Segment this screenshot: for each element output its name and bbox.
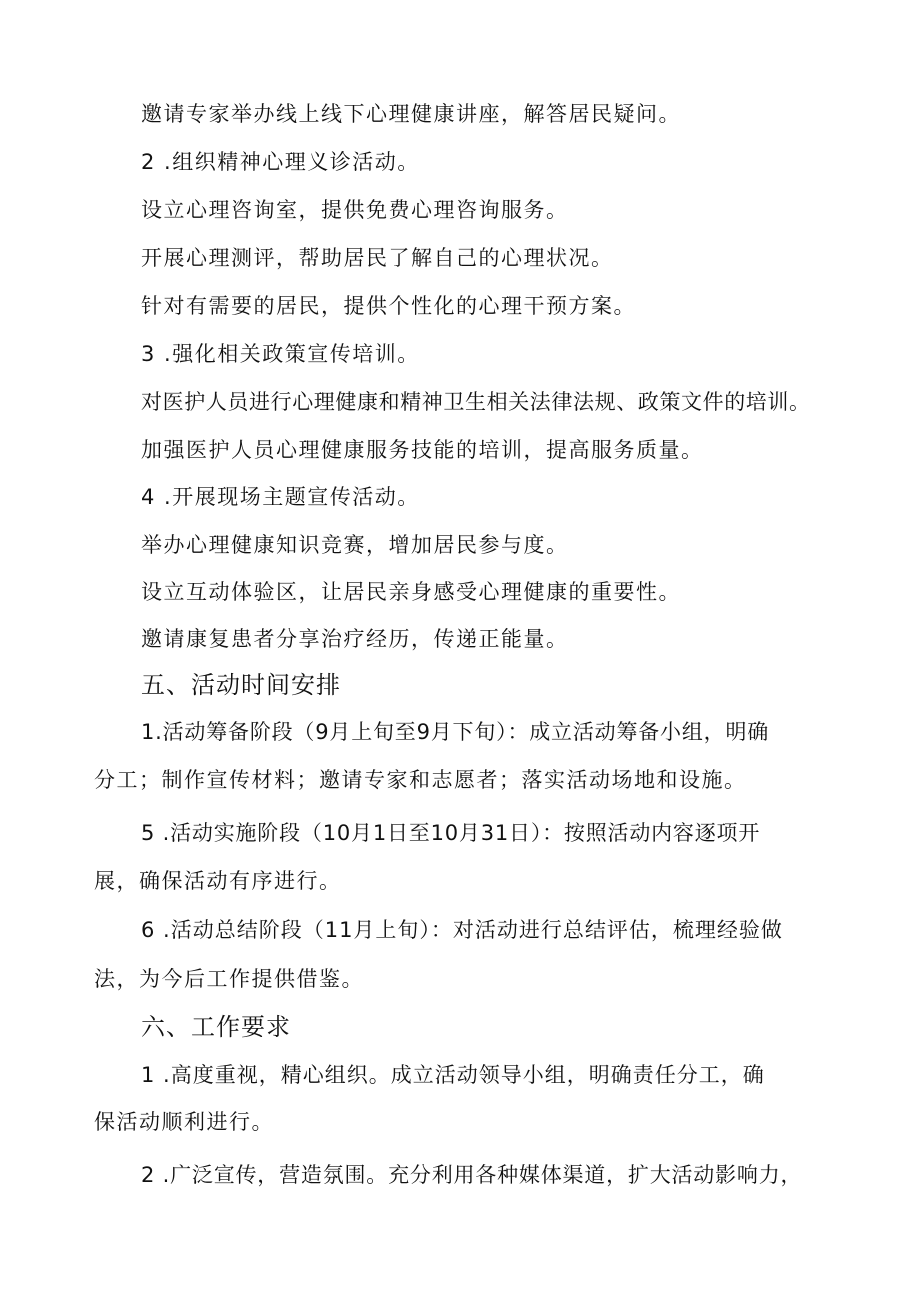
schedule-item-line: 法，为今后工作提供借鉴。 bbox=[94, 967, 364, 991]
schedule-item-line: 1.活动筹备阶段（9月上旬至9月下旬）：成立活动筹备小组，明确 bbox=[141, 720, 770, 744]
paragraph-line: 邀请康复患者分享治疗经历，传递正能量。 bbox=[141, 627, 569, 651]
requirement-item-line: 2 .广泛宣传，营造氛围。充分利用各种媒体渠道，扩大活动影响力， bbox=[141, 1163, 803, 1187]
schedule-item-line: 展，确保活动有序进行。 bbox=[94, 869, 342, 893]
paragraph-line: 邀请专家举办线上线下心理健康讲座，解答居民疑问。 bbox=[141, 102, 681, 126]
requirement-item-line: 保活动顺利进行。 bbox=[94, 1110, 274, 1134]
list-item-title: 4 .开展现场主题宣传活动。 bbox=[141, 485, 420, 509]
paragraph-line: 开展心理测评，帮助居民了解自己的心理状况。 bbox=[141, 246, 614, 270]
paragraph-line: 举办心理健康知识竞赛，增加居民参与度。 bbox=[141, 533, 569, 557]
list-item-title: 3 .强化相关政策宣传培训。 bbox=[141, 342, 420, 366]
paragraph-line: 设立互动体验区，让居民亲身感受心理健康的重要性。 bbox=[141, 580, 681, 604]
section-heading: 六、工作要求 bbox=[141, 1013, 291, 1041]
paragraph-line: 加强医护人员心理健康服务技能的培训，提高服务质量。 bbox=[141, 438, 704, 462]
requirement-item-line: 1 .高度重视，精心组织。成立活动领导小组，明确责任分工，确 bbox=[141, 1063, 765, 1087]
schedule-item-line: 分工；制作宣传材料；邀请专家和志愿者；落实活动场地和设施。 bbox=[94, 768, 747, 792]
list-item-title: 2 .组织精神心理义诊活动。 bbox=[141, 150, 420, 174]
schedule-item-line: 5 .活动实施阶段（10月1日至10月31日）：按照活动内容逐项开 bbox=[141, 821, 761, 845]
paragraph-line: 针对有需要的居民，提供个性化的心理干预方案。 bbox=[141, 294, 636, 318]
paragraph-line: 设立心理咨询室，提供免费心理咨询服务。 bbox=[141, 198, 569, 222]
section-heading: 五、活动时间安排 bbox=[141, 671, 341, 699]
paragraph-line: 对医护人员进行心理健康和精神卫生相关法律法规、政策文件的培训。 bbox=[141, 390, 811, 414]
schedule-item-line: 6 .活动总结阶段（11月上旬）：对活动进行总结评估，梳理经验做 bbox=[141, 918, 783, 942]
